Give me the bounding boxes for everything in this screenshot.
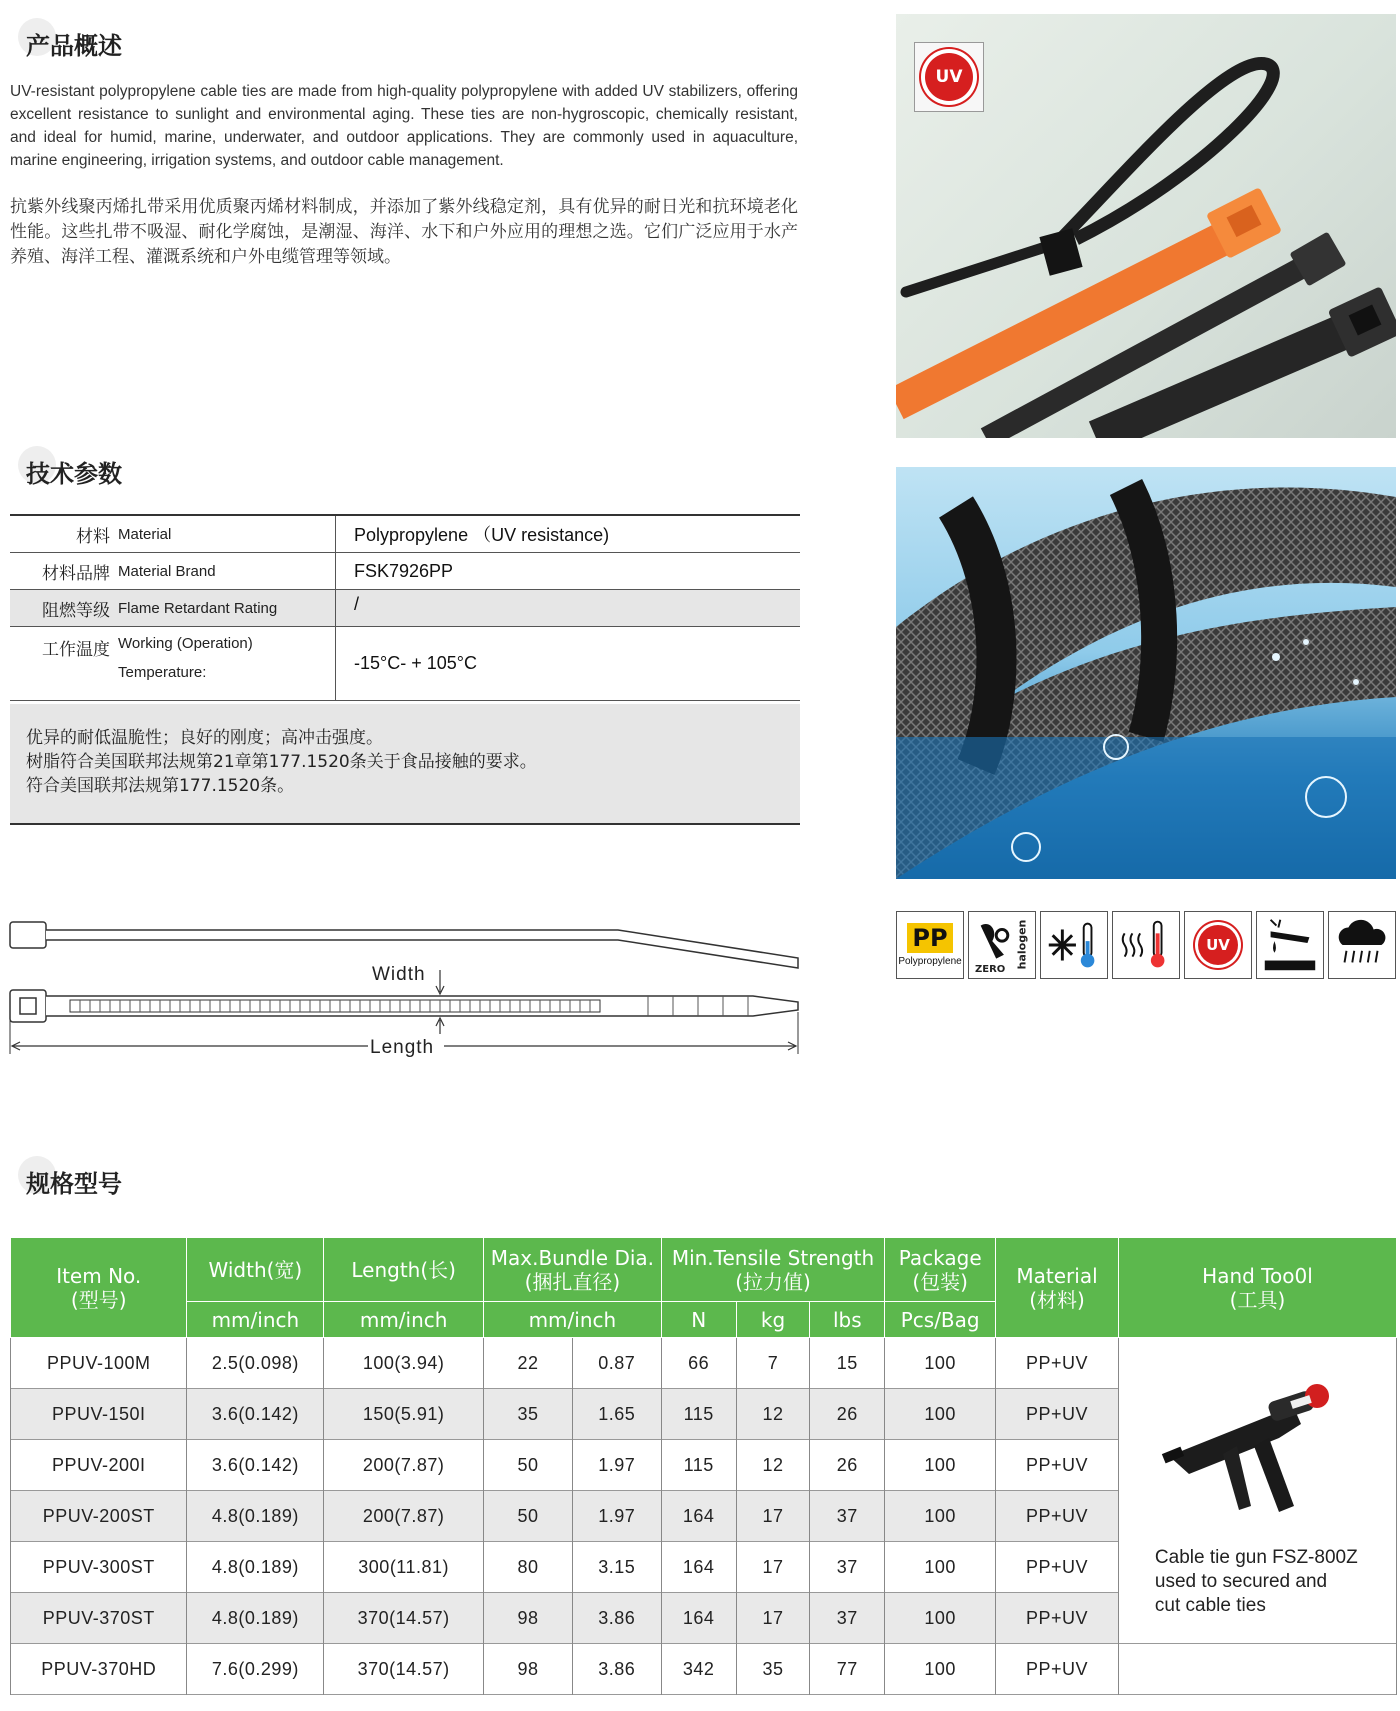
cell-item: PPUV-370ST <box>11 1593 187 1644</box>
subheader-lbs: lbs <box>810 1302 885 1338</box>
cell-tensile-n: 115 <box>661 1389 736 1440</box>
cell-tensile-kg: 12 <box>736 1389 810 1440</box>
cell-tensile-lbs: 37 <box>810 1491 885 1542</box>
tech-title: 技术参数 <box>26 459 122 488</box>
cell-tensile-n: 164 <box>661 1542 736 1593</box>
cell-tensile-lbs: 37 <box>810 1593 885 1644</box>
heat-resistance-icon <box>1112 911 1180 979</box>
cell-tensile-lbs: 26 <box>810 1440 885 1491</box>
spec-section-header <box>8 1156 122 1206</box>
cell-width: 4.8(0.189) <box>187 1593 324 1644</box>
spec-label-en: Working (Operation) <box>118 635 253 652</box>
cell-tensile-kg: 7 <box>736 1338 810 1389</box>
uv-resistance-icon <box>1184 911 1252 979</box>
cell-material: PP+UV <box>996 1491 1119 1542</box>
table-row <box>11 1338 1397 1389</box>
cell-length: 300(11.81) <box>324 1542 484 1593</box>
cell-tensile-kg: 17 <box>736 1593 810 1644</box>
uv-sun-icon: UV <box>925 53 973 101</box>
hand-tool-cell <box>1118 1338 1396 1644</box>
underwater-bundle-illustration <box>896 467 1396 879</box>
cell-bundle-inch: 0.87 <box>572 1338 661 1389</box>
table-row <box>11 1644 1397 1695</box>
spec-row-working-temperature <box>10 627 800 701</box>
cell-tensile-n: 66 <box>661 1338 736 1389</box>
spec-row-material-brand <box>10 553 800 590</box>
subheader-length-unit: mm/inch <box>324 1302 484 1338</box>
subheader-bundle-unit: mm/inch <box>484 1302 662 1338</box>
cell-package: 100 <box>885 1542 996 1593</box>
header-width: Width(宽) <box>187 1238 324 1302</box>
cell-width: 2.5(0.098) <box>187 1338 324 1389</box>
pp-material-icon <box>896 911 964 979</box>
header-length: Length(长) <box>324 1238 484 1302</box>
cell-tensile-lbs: 26 <box>810 1389 885 1440</box>
overview-text-en: UV-resistant polypropylene cable ties are made from high-quality polypropylene with added UV stabilizers, offering excellent resistance to sunlight and environmental aging. These ties are non-hygroscopic, chemically resistant, and ideal for humid, marine, underwater, and outdoor applications. They are commonly used in aquaculture, marine engineering, irrigation systems, and outdoor cable management. <box>10 83 798 169</box>
cell-bundle-inch: 3.15 <box>572 1542 661 1593</box>
cell-tensile-n: 164 <box>661 1593 736 1644</box>
header-tensile: Min.Tensile Strength (拉力值) <box>661 1238 884 1302</box>
spec-label-en: Material Brand <box>118 562 216 580</box>
cell-bundle-inch: 3.86 <box>572 1593 661 1644</box>
cell-material: PP+UV <box>996 1440 1119 1491</box>
cell-width: 3.6(0.142) <box>187 1440 324 1491</box>
overview-title: 产品概述 <box>26 31 122 60</box>
zero-halogen-icon <box>968 911 1036 979</box>
spec-row-material <box>10 516 800 553</box>
cable-tie-gun-icon <box>1119 1346 1396 1546</box>
spec-value: Polypropylene （UV resistance) <box>354 525 610 545</box>
uv-icon-label: UV <box>1198 925 1238 965</box>
feature-icon-row <box>896 911 1396 979</box>
halogen-label: halogen <box>1015 919 1029 970</box>
header-hand-tool: Hand Too0l (工具) <box>1118 1238 1396 1338</box>
spec-label-zh: 材料品牌 <box>42 563 110 584</box>
cell-tensile-n: 115 <box>661 1440 736 1491</box>
cell-tensile-lbs: 37 <box>810 1542 885 1593</box>
cell-tensile-kg: 17 <box>736 1542 810 1593</box>
zero-label: ZERO <box>975 964 1006 975</box>
cell-tensile-n: 164 <box>661 1491 736 1542</box>
cell-bundle-mm: 50 <box>484 1491 573 1542</box>
cell-length: 150(5.91) <box>324 1389 484 1440</box>
cell-bundle-inch: 1.97 <box>572 1491 661 1542</box>
spec-label-zh: 阻燃等级 <box>42 600 110 621</box>
pp-sublabel: Polypropylene <box>898 956 962 967</box>
subheader-width-unit: mm/inch <box>187 1302 324 1338</box>
product-photo-underwater-bundle <box>896 467 1396 879</box>
cell-bundle-inch: 1.97 <box>572 1440 661 1491</box>
spec-value: FSK7926PP <box>354 560 454 581</box>
spec-notes-box <box>10 704 800 825</box>
cell-bundle-mm: 98 <box>484 1593 573 1644</box>
spec-note: 树脂符合美国联邦法规第21章第177.1520条关于食品接触的要求。 <box>26 752 537 772</box>
tech-section-header <box>8 446 122 496</box>
hand-tool-caption: Cable tie gun FSZ-800Z used to secured and cut cable ties <box>1154 1547 1358 1616</box>
cell-width: 7.6(0.299) <box>187 1644 324 1695</box>
cell-material: PP+UV <box>996 1593 1119 1644</box>
cell-tensile-n: 342 <box>661 1644 736 1695</box>
header-package: Package (包装) <box>885 1238 996 1302</box>
uv-resistant-badge <box>914 42 984 112</box>
pp-label: PP <box>907 923 952 953</box>
header-bundle: Max.Bundle Dia. (捆扎直径) <box>484 1238 662 1302</box>
cell-bundle-mm: 22 <box>484 1338 573 1389</box>
overview-text-zh: 抗紫外线聚丙烯扎带采用优质聚丙烯材料制成，并添加了紫外线稳定剂，具有优异的耐日光和抗环境老化性能。这些扎带不吸湿、耐化学腐蚀，是潮湿、海洋、水下和户外应用的理想之选。它们广泛应用于水产养殖、海洋工程、灌溉系统和户外电缆管理等领域。 <box>10 197 798 267</box>
cell-package: 100 <box>885 1593 996 1644</box>
header-material: Material (材料) <box>996 1238 1119 1338</box>
cell-length: 370(14.57) <box>324 1593 484 1644</box>
cell-material: PP+UV <box>996 1542 1119 1593</box>
cell-tensile-lbs: 77 <box>810 1644 885 1695</box>
spec-label-en: Flame Retardant Rating <box>118 599 278 617</box>
cable-tie-dimension-diagram <box>8 912 804 1062</box>
cell-tensile-kg: 35 <box>736 1644 810 1695</box>
cell-item: PPUV-300ST <box>11 1542 187 1593</box>
cell-length: 200(7.87) <box>324 1491 484 1542</box>
spec-title: 规格型号 <box>26 1169 122 1198</box>
cell-item: PPUV-150I <box>11 1389 187 1440</box>
cell-package: 100 <box>885 1644 996 1695</box>
subheader-pcs: Pcs/Bag <box>885 1302 996 1338</box>
cell-bundle-mm: 50 <box>484 1440 573 1491</box>
overview-section-header <box>8 18 122 68</box>
cell-material: PP+UV <box>996 1389 1119 1440</box>
specification-table <box>10 1237 1397 1695</box>
cell-package: 100 <box>885 1338 996 1389</box>
cell-tensile-lbs: 15 <box>810 1338 885 1389</box>
cell-tensile-kg: 17 <box>736 1491 810 1542</box>
spec-label-zh: 材料 <box>76 526 110 547</box>
cell-bundle-mm: 80 <box>484 1542 573 1593</box>
hand-tool-empty-cell <box>1118 1644 1396 1695</box>
width-label: Width <box>372 964 426 985</box>
cell-width: 4.8(0.189) <box>187 1542 324 1593</box>
cell-tensile-kg: 12 <box>736 1440 810 1491</box>
cell-length: 370(14.57) <box>324 1644 484 1695</box>
product-photo-cable-ties <box>896 14 1396 438</box>
spec-row-flame-rating <box>10 590 800 627</box>
tech-spec-table <box>10 514 800 701</box>
spec-value: / <box>354 594 360 614</box>
length-label: Length <box>370 1037 435 1058</box>
cell-item: PPUV-370HD <box>11 1644 187 1695</box>
cell-bundle-mm: 35 <box>484 1389 573 1440</box>
cell-package: 100 <box>885 1491 996 1542</box>
cell-width: 4.8(0.189) <box>187 1491 324 1542</box>
cell-item: PPUV-200I <box>11 1440 187 1491</box>
cell-package: 100 <box>885 1389 996 1440</box>
cell-bundle-inch: 3.86 <box>572 1644 661 1695</box>
spec-label-en: Material <box>118 525 172 543</box>
cell-package: 100 <box>885 1440 996 1491</box>
subheader-n: N <box>661 1302 736 1338</box>
spec-value: -15°C- + 105°C <box>354 653 477 673</box>
chemical-resistance-icon <box>1256 911 1324 979</box>
cell-bundle-mm: 98 <box>484 1644 573 1695</box>
spec-note: 优异的耐低温脆性；良好的刚度；高冲击强度。 <box>26 728 383 748</box>
low-temperature-icon <box>1040 911 1108 979</box>
spec-label-en-line2: Temperature: <box>118 664 207 681</box>
weather-rain-icon <box>1328 911 1396 979</box>
cell-item: PPUV-100M <box>11 1338 187 1389</box>
subheader-kg: kg <box>736 1302 810 1338</box>
cell-length: 100(3.94) <box>324 1338 484 1389</box>
cell-material: PP+UV <box>996 1338 1119 1389</box>
cell-width: 3.6(0.142) <box>187 1389 324 1440</box>
cell-length: 200(7.87) <box>324 1440 484 1491</box>
spec-label-zh: 工作温度 <box>42 640 110 660</box>
cell-material: PP+UV <box>996 1644 1119 1695</box>
header-item: Item No. (型号) <box>11 1238 187 1338</box>
spec-note: 符合美国联邦法规第177.1520条。 <box>26 776 295 796</box>
cell-item: PPUV-200ST <box>11 1491 187 1542</box>
cell-bundle-inch: 1.65 <box>572 1389 661 1440</box>
